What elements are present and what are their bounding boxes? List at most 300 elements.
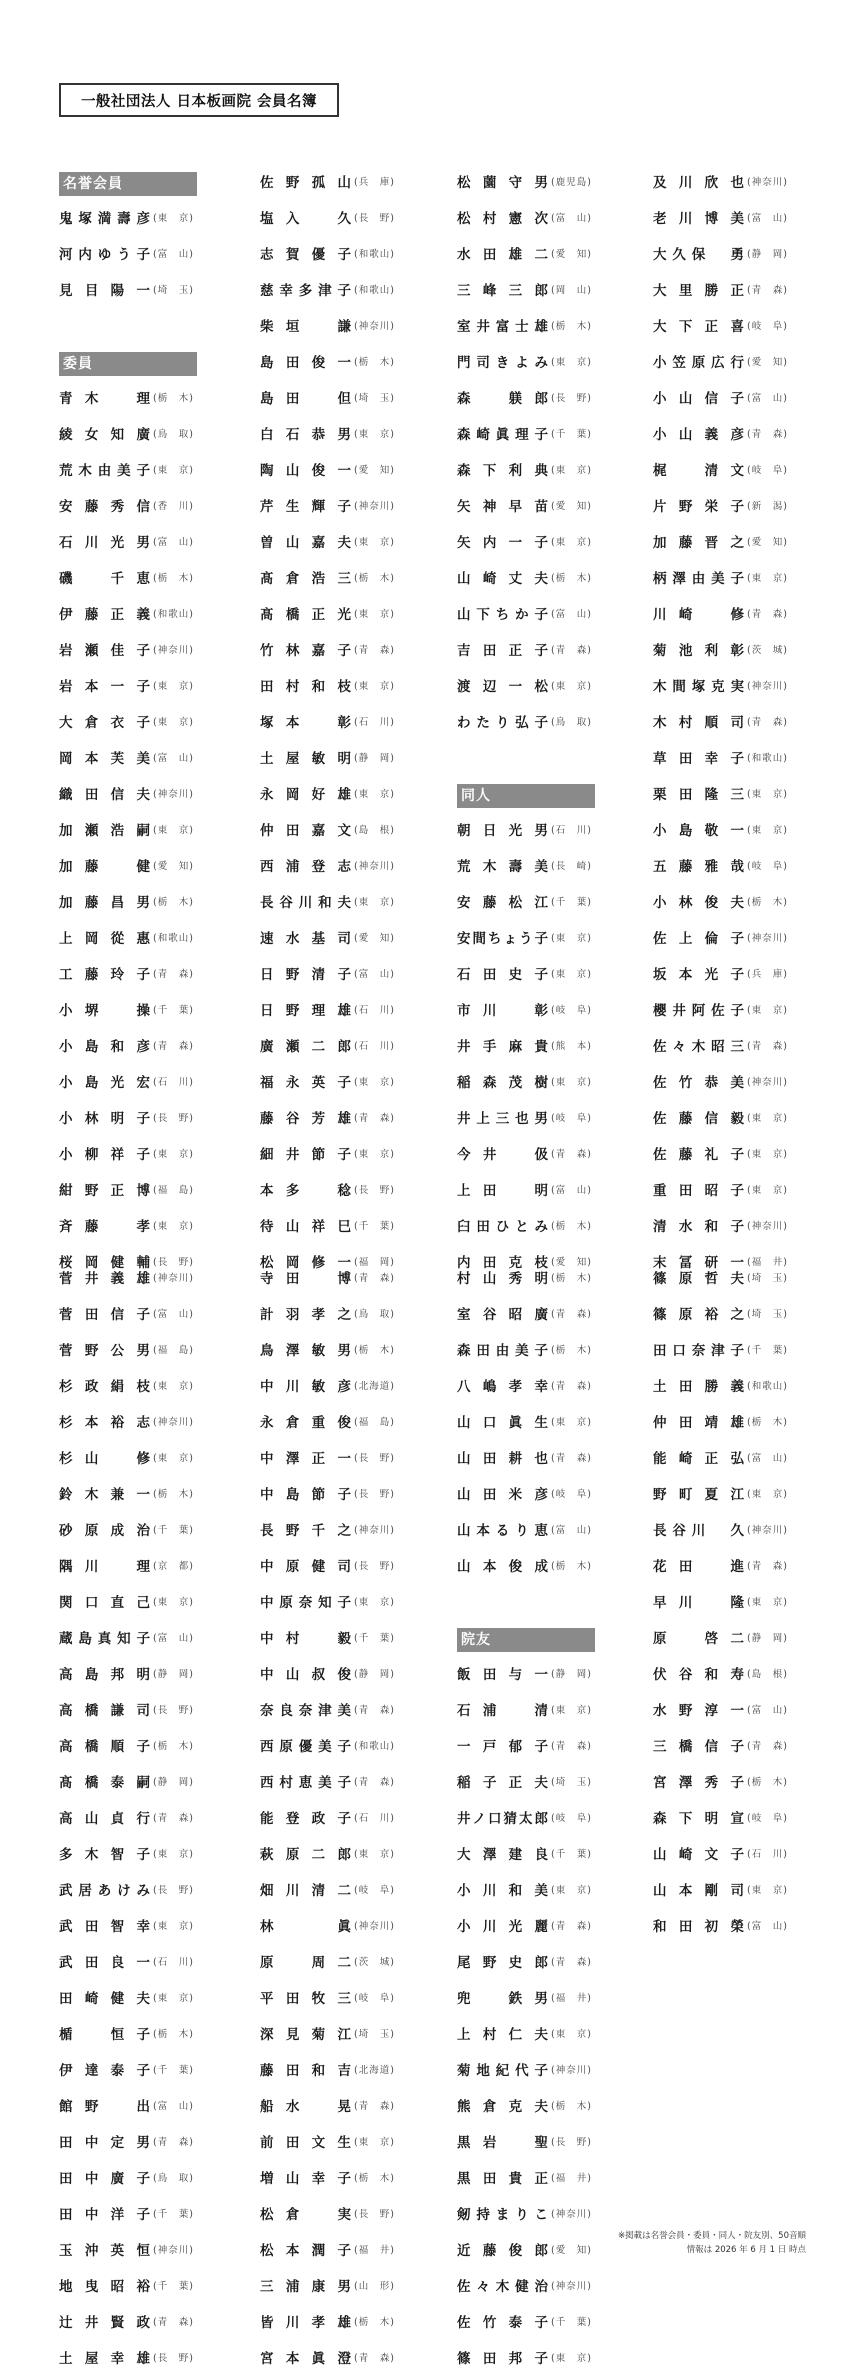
member-entry (457, 2159, 652, 2195)
member-prefecture: (東 京) (551, 2029, 592, 2040)
member-prefecture: (神奈川) (551, 2209, 592, 2220)
member-prefecture: (長 野) (153, 1885, 194, 1896)
member-name: 藤田和吉 (260, 2063, 351, 2079)
member-name: 日野理雄 (260, 1003, 351, 1019)
member-entry (653, 1403, 848, 1439)
member-entry (457, 847, 652, 883)
spacer (59, 307, 254, 343)
member-entry (59, 2267, 254, 2303)
member-entry (457, 919, 652, 955)
member-entry (653, 811, 848, 847)
member-prefecture: (神奈川) (747, 1221, 788, 1232)
member-name: 織田信夫 (59, 787, 150, 803)
member-prefecture: (東 京) (354, 681, 395, 692)
member-prefecture: (富 山) (153, 249, 194, 260)
member-entry (653, 1099, 848, 1135)
member-prefecture: (長 野) (551, 2137, 592, 2148)
member-name: 高島邦明 (59, 1667, 150, 1683)
member-entry (59, 199, 254, 235)
member-entry (59, 1207, 254, 1243)
member-prefecture: (東 京) (747, 825, 788, 836)
member-entry (653, 1799, 848, 1835)
member-name: 加藤晋之 (653, 535, 744, 551)
member-entry (653, 991, 848, 1027)
member-name: 髙橋正光 (260, 607, 351, 623)
member-entry (59, 1403, 254, 1439)
member-prefecture: (東 京) (747, 1885, 788, 1896)
member-prefecture: (長 野) (153, 2353, 194, 2364)
member-prefecture: (東 京) (153, 1597, 194, 1608)
member-prefecture: (青 森) (354, 1705, 395, 1716)
member-prefecture: (千 葉) (153, 1525, 194, 1536)
member-entry (59, 1099, 254, 1135)
member-prefecture: (福 井) (551, 1993, 592, 2004)
member-entry (59, 1583, 254, 1619)
member-name: 工藤玲子 (59, 967, 150, 983)
member-entry (653, 1135, 848, 1171)
member-prefecture: (鹿児島) (551, 177, 592, 188)
member-name: 佐竹恭美 (653, 1075, 744, 1091)
member-entry (59, 1979, 254, 2015)
member-prefecture: (愛 知) (551, 1257, 592, 1268)
member-prefecture: (静 岡) (747, 1633, 788, 1644)
member-entry (457, 883, 652, 919)
member-entry (260, 1331, 455, 1367)
member-prefecture: (神奈川) (354, 501, 395, 512)
member-entry (457, 235, 652, 271)
member-name: 本多 稔 (260, 1183, 351, 1199)
member-entry (457, 1511, 652, 1547)
member-name: 大倉衣子 (59, 715, 150, 731)
member-prefecture: (神奈川) (153, 789, 194, 800)
member-prefecture: (千 葉) (551, 429, 592, 440)
member-entry (59, 883, 254, 919)
member-entry (653, 1171, 848, 1207)
member-prefecture: (青 森) (551, 1453, 592, 1464)
member-prefecture: (千 葉) (354, 1633, 395, 1644)
member-name: 高橋謙司 (59, 1703, 150, 1719)
member-entry (260, 991, 455, 1027)
member-name: 松岡修一 (260, 1255, 351, 1271)
member-prefecture: (愛 知) (551, 501, 592, 512)
member-name: 岩本一子 (59, 679, 150, 695)
member-prefecture: (東 京) (153, 1453, 194, 1464)
member-prefecture: (東 京) (153, 1149, 194, 1160)
member-name: 和田初榮 (653, 1919, 744, 1935)
member-name: 森 躾郎 (457, 391, 548, 407)
member-entry (260, 1475, 455, 1511)
member-name: 石田史子 (457, 967, 548, 983)
member-name: 桜岡健輔 (59, 1255, 150, 1271)
member-name: 館野 出 (59, 2099, 150, 2115)
member-name: 上岡從惠 (59, 931, 150, 947)
member-name: 西浦登志 (260, 859, 351, 875)
member-name: 近藤俊郎 (457, 2243, 548, 2259)
member-entry (457, 1027, 652, 1063)
member-prefecture: (東 京) (354, 1597, 395, 1608)
section-header-label: 院友 (457, 1628, 595, 1652)
member-prefecture: (青 森) (354, 1273, 395, 1284)
member-name: 野町夏江 (653, 1487, 744, 1503)
member-entry (260, 703, 455, 739)
member-entry (59, 1655, 254, 1691)
member-entry (59, 1027, 254, 1063)
member-prefecture: (岐 阜) (551, 1005, 592, 1016)
member-name: 土屋幸雄 (59, 2351, 150, 2367)
member-name: 小島光宏 (59, 1075, 150, 1091)
member-prefecture: (東 京) (153, 213, 194, 224)
member-name: 山崎文子 (653, 1847, 744, 1863)
member-prefecture: (愛 知) (747, 537, 788, 548)
member-prefecture: (栃 木) (747, 1417, 788, 1428)
member-name: 小林俊夫 (653, 895, 744, 911)
member-prefecture: (青 森) (747, 285, 788, 296)
member-name: 剱持まりこ (457, 2207, 548, 2223)
member-name: 小笠原広行 (653, 355, 744, 371)
member-name: 前田文生 (260, 2135, 351, 2151)
member-entry (59, 415, 254, 451)
member-prefecture: (栃 木) (551, 1561, 592, 1572)
member-entry (457, 1367, 652, 1403)
member-name: 菅田信子 (59, 1307, 150, 1323)
member-prefecture: (愛 知) (153, 861, 194, 872)
member-entry (653, 379, 848, 415)
member-prefecture: (香 川) (153, 501, 194, 512)
member-entry (457, 1171, 652, 1207)
member-prefecture: (東 京) (354, 897, 395, 908)
member-name: 重田昭子 (653, 1183, 744, 1199)
member-name: 田崎健夫 (59, 1991, 150, 2007)
member-entry (457, 703, 652, 739)
member-entry (260, 2159, 455, 2195)
member-name: 矢神早苗 (457, 499, 548, 515)
member-prefecture: (神奈川) (551, 2065, 592, 2076)
member-name: 荒木壽美 (457, 859, 548, 875)
member-prefecture: (栃 木) (354, 573, 395, 584)
member-name: 大久保 勇 (653, 247, 744, 263)
member-name: 飯田与一 (457, 1667, 548, 1683)
member-prefecture: (東 京) (747, 1113, 788, 1124)
member-entry (260, 2303, 455, 2339)
member-prefecture: (熊 本) (551, 1041, 592, 1052)
member-prefecture: (埼 玉) (747, 1309, 788, 1320)
member-prefecture: (神奈川) (153, 1273, 194, 1284)
member-prefecture: (東 京) (354, 1077, 395, 1088)
member-name: 山本俊成 (457, 1559, 548, 1575)
member-prefecture: (神奈川) (747, 933, 788, 944)
member-entry (260, 451, 455, 487)
member-name: 朝日光男 (457, 823, 548, 839)
member-prefecture: (千 葉) (354, 1221, 395, 1232)
member-entry (59, 1619, 254, 1655)
section-header (59, 163, 254, 199)
member-name: 大澤建良 (457, 1847, 548, 1863)
member-prefecture: (栃 木) (747, 1777, 788, 1788)
roster-column (457, 1259, 652, 2375)
member-name: 川崎 修 (653, 607, 744, 623)
member-prefecture: (東 京) (153, 1921, 194, 1932)
member-name: 小川和美 (457, 1883, 548, 1899)
member-entry (59, 2051, 254, 2087)
member-name: 藤谷芳雄 (260, 1111, 351, 1127)
member-entry (260, 559, 455, 595)
member-name: 渡辺一松 (457, 679, 548, 695)
member-entry (653, 1547, 848, 1583)
member-entry (260, 235, 455, 271)
member-entry (260, 1943, 455, 1979)
member-name: 武居あけみ (59, 1883, 150, 1899)
member-name: 田口奈津子 (653, 1343, 744, 1359)
roster-column (653, 163, 848, 1279)
member-name: 荒木由美子 (59, 463, 150, 479)
member-name: 中山叔俊 (260, 1667, 351, 1683)
member-prefecture: (石 川) (153, 1077, 194, 1088)
member-name: 水田雄二 (457, 247, 548, 263)
member-name: 老川博美 (653, 211, 744, 227)
member-entry (59, 2159, 254, 2195)
roster-column (59, 163, 254, 1279)
member-name: 松本潤子 (260, 2243, 351, 2259)
member-prefecture: (神奈川) (354, 1921, 395, 1932)
member-prefecture: (石 川) (354, 1813, 395, 1824)
member-prefecture: (長 野) (551, 393, 592, 404)
member-name: 村山秀明 (457, 1271, 548, 1287)
member-prefecture: (富 山) (747, 1453, 788, 1464)
member-entry (457, 2123, 652, 2159)
member-name: 小山信子 (653, 391, 744, 407)
member-prefecture: (新 潟) (747, 501, 788, 512)
member-entry (260, 1511, 455, 1547)
section-header (457, 1619, 652, 1655)
member-entry (457, 1799, 652, 1835)
footnote (618, 2229, 806, 2257)
member-entry (653, 1295, 848, 1331)
member-prefecture: (青 森) (354, 645, 395, 656)
member-entry (653, 1727, 848, 1763)
member-entry (653, 271, 848, 307)
member-name: 石浦 清 (457, 1703, 548, 1719)
member-name: 長谷川 久 (653, 1523, 744, 1539)
spacer (457, 739, 652, 775)
member-entry (59, 1063, 254, 1099)
member-prefecture: (岐 阜) (354, 1993, 395, 2004)
member-name: 高山貞行 (59, 1811, 150, 1827)
member-entry (653, 235, 848, 271)
member-entry (59, 379, 254, 415)
member-name: 陶山俊一 (260, 463, 351, 479)
member-name: 三峰三郎 (457, 283, 548, 299)
member-entry (59, 235, 254, 271)
member-name: 末冨研一 (653, 1255, 744, 1271)
member-name: 兜 鉄男 (457, 1991, 548, 2007)
member-prefecture: (石 川) (153, 1957, 194, 1968)
member-name: 山田米彦 (457, 1487, 548, 1503)
member-prefecture: (長 野) (354, 2209, 395, 2220)
member-prefecture: (東 京) (747, 1149, 788, 1160)
member-prefecture: (東 京) (747, 1005, 788, 1016)
member-entry (457, 595, 652, 631)
section-header (457, 775, 652, 811)
member-entry (260, 1763, 455, 1799)
member-name: 尾野史郎 (457, 1955, 548, 1971)
member-prefecture: (青 森) (551, 1741, 592, 1752)
member-name: 小柳祥子 (59, 1147, 150, 1163)
member-entry (653, 523, 848, 559)
member-prefecture: (北海道) (354, 2065, 395, 2076)
member-name: 武田良一 (59, 1955, 150, 1971)
member-prefecture: (千 葉) (551, 897, 592, 908)
member-entry (653, 1367, 848, 1403)
member-entry (457, 2339, 652, 2375)
member-name: 黒田貴正 (457, 2171, 548, 2187)
member-name: 臼田ひとみ (457, 1219, 548, 1235)
member-name: 楯 恒子 (59, 2027, 150, 2043)
member-prefecture: (富 山) (153, 753, 194, 764)
member-name: 熊倉克夫 (457, 2099, 548, 2115)
member-name: 森下利典 (457, 463, 548, 479)
member-prefecture: (神奈川) (747, 1077, 788, 1088)
member-name: 奈良奈津美 (260, 1703, 351, 1719)
member-entry (653, 631, 848, 667)
member-entry (260, 1439, 455, 1475)
member-prefecture: (青 森) (551, 1381, 592, 1392)
member-entry (260, 1619, 455, 1655)
member-entry (59, 1907, 254, 1943)
member-entry (260, 1171, 455, 1207)
member-prefecture: (岐 阜) (747, 321, 788, 332)
member-prefecture: (和歌山) (153, 933, 194, 944)
member-entry (260, 163, 455, 199)
member-entry (653, 199, 848, 235)
member-name: 黒岩 聖 (457, 2135, 548, 2151)
member-name: 宮澤秀子 (653, 1775, 744, 1791)
member-entry (59, 2087, 254, 2123)
member-prefecture: (青 森) (551, 1957, 592, 1968)
member-name: 白石恭男 (260, 427, 351, 443)
member-prefecture: (鳥 取) (153, 429, 194, 440)
member-name: 船水 晃 (260, 2099, 351, 2115)
member-prefecture: (長 野) (354, 1489, 395, 1500)
member-name: 片野栄子 (653, 499, 744, 515)
member-entry (260, 343, 455, 379)
member-entry (59, 1331, 254, 1367)
member-name: 増山幸子 (260, 2171, 351, 2187)
member-entry (653, 739, 848, 775)
member-name: 佐藤礼子 (653, 1147, 744, 1163)
member-name: 寺田 博 (260, 1271, 351, 1287)
member-entry (260, 883, 455, 919)
member-name: 長野千之 (260, 1523, 351, 1539)
member-entry (457, 1943, 652, 1979)
member-prefecture: (東 京) (747, 573, 788, 584)
member-prefecture: (神奈川) (551, 2281, 592, 2292)
member-entry (260, 2339, 455, 2375)
member-prefecture: (愛 知) (354, 465, 395, 476)
member-name: 篠原哲夫 (653, 1271, 744, 1287)
member-entry (59, 523, 254, 559)
member-prefecture: (東 京) (354, 1849, 395, 1860)
member-prefecture: (岐 阜) (551, 1489, 592, 1500)
member-entry (457, 2303, 652, 2339)
member-name: 佐々木昭三 (653, 1039, 744, 1055)
member-name: 井手麻貴 (457, 1039, 548, 1055)
member-prefecture: (和歌山) (354, 1741, 395, 1752)
member-prefecture: (埼 玉) (153, 285, 194, 296)
member-entry (457, 1331, 652, 1367)
member-name: 隅川 理 (59, 1559, 150, 1575)
member-entry (457, 343, 652, 379)
member-entry (457, 2051, 652, 2087)
member-entry (59, 2339, 254, 2375)
member-prefecture: (長 野) (153, 1705, 194, 1716)
member-entry (59, 1871, 254, 1907)
member-prefecture: (東 京) (551, 1705, 592, 1716)
member-entry (653, 1027, 848, 1063)
member-name: 塚本 彰 (260, 715, 351, 731)
member-prefecture: (東 京) (354, 429, 395, 440)
member-name: 島田俊一 (260, 355, 351, 371)
member-entry (457, 451, 652, 487)
member-prefecture: (青 森) (153, 2137, 194, 2148)
member-name: 紺野正博 (59, 1183, 150, 1199)
member-prefecture: (埼 玉) (747, 1273, 788, 1284)
member-name: 中澤正一 (260, 1451, 351, 1467)
member-prefecture: (岐 阜) (747, 465, 788, 476)
member-prefecture: (静 岡) (354, 1669, 395, 1680)
member-prefecture: (静 岡) (153, 1777, 194, 1788)
member-entry (260, 667, 455, 703)
member-prefecture: (石 川) (354, 1005, 395, 1016)
member-name: 芹生輝子 (260, 499, 351, 515)
member-prefecture: (静 岡) (153, 1669, 194, 1680)
member-prefecture: (青 森) (551, 1309, 592, 1320)
member-name: 竹林嘉子 (260, 643, 351, 659)
member-name: 梶 清文 (653, 463, 744, 479)
member-name: 早川 隆 (653, 1595, 744, 1611)
member-prefecture: (東 京) (551, 681, 592, 692)
member-name: 田中洋子 (59, 2207, 150, 2223)
member-entry (260, 1907, 455, 1943)
member-entry (653, 1475, 848, 1511)
section-header-label: 同人 (457, 784, 595, 808)
member-prefecture: (栃 木) (354, 2317, 395, 2328)
member-name: 細井節子 (260, 1147, 351, 1163)
member-entry (653, 1907, 848, 1943)
member-name: 原 周二 (260, 1955, 351, 1971)
member-name: 上村仁夫 (457, 2027, 548, 2043)
member-prefecture: (栃 木) (551, 1221, 592, 1232)
member-prefecture: (長 野) (153, 1113, 194, 1124)
member-entry (260, 523, 455, 559)
member-prefecture: (東 京) (153, 1849, 194, 1860)
member-entry (59, 595, 254, 631)
member-entry (59, 919, 254, 955)
member-entry (260, 2195, 455, 2231)
member-name: 山本剛司 (653, 1883, 744, 1899)
member-name: 大里勝正 (653, 283, 744, 299)
member-name: 草田幸子 (653, 751, 744, 767)
member-entry (457, 991, 652, 1027)
member-name: 水野淳一 (653, 1703, 744, 1719)
member-name: 内田克枝 (457, 1255, 548, 1271)
member-entry (59, 1799, 254, 1835)
member-entry (653, 1619, 848, 1655)
member-prefecture: (岐 阜) (747, 1813, 788, 1824)
member-name: 綾女知廣 (59, 427, 150, 443)
member-entry (653, 1511, 848, 1547)
member-entry (457, 559, 652, 595)
member-name: 市川 彰 (457, 1003, 548, 1019)
